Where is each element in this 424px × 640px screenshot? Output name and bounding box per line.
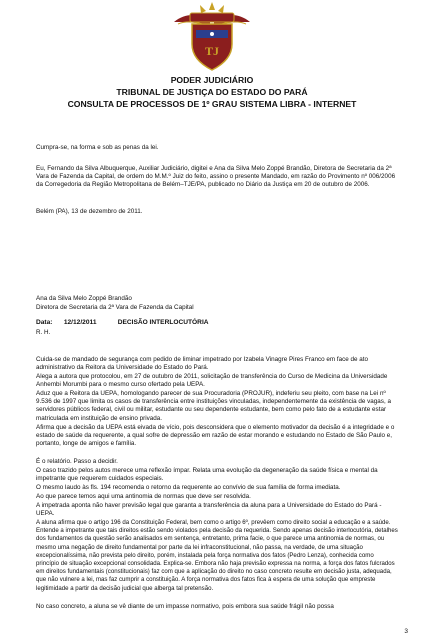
- body-paragraph-6: O caso trazido pelos autos merece uma reflexão ímpar. Relata uma evolução da degeneração da saúde física e mental da impetrante que requerem cuidados especiais.: [36, 467, 378, 483]
- signature-name: Ana da Silva Melo Zoppé Brandão: [36, 295, 132, 302]
- body-paragraph-1: Cuida-se de mandado de segurança com pedido de liminar impetrado por Izabela Vinagre Pires Franco em face de ato administrativo da Reitora da Universidade do Estado do Pará.: [36, 356, 369, 372]
- decision-type: DECISÃO INTERLOCUTÓRIA: [117, 319, 209, 326]
- page-number: 3: [404, 628, 408, 635]
- header-line-3: CONSULTA DE PROCESSOS DE 1º GRAU SISTEMA LIBRA - INTERNET: [67, 99, 357, 109]
- body-paragraph-10: A aluna afirma que o artigo 196 da Constituição Federal, bem como o artigo 6º, prevêem como direito social a educação e a saúde. Entende a impetrante que tais direitos estão sendo violados pela decisão da requerida. Sendo apenas decisão interlocutória, detalhes dos fundamentos da questão serão analisados em sentença, entretanto, prima facie, o que parece uma antinomia de normas, ou mesmo uma negação de direito fundamental por parte da lei infraconstitucional, não passa, na verdade, de uma situação excepcionalíssima, não prevista pelo direito, porém, instalada pela força normativa dos fatos (Pedro Lenza), conhecida como princípio de situação excepcional consolidada. Explica-se. Embora não haja previsão expressa na norma, a força dos fatos fulcrados em direitos fundamentais (constitucionais) faz com que a aplicação do direito no caso concreto resulte em decisão justa, adequada, que não vulnere a lei, mas faz cumprir a constituição. A força normativa dos fatos fica à espera de uma solução que empreste legitimidade a partir da decisão judicial que alberga tal pretensão.: [36, 519, 398, 592]
- coat-of-arms-icon: [170, 0, 254, 72]
- header-line-1: PODER JUDICIÁRIO: [170, 75, 254, 85]
- body-paragraph-5: É o relatório. Passo a decidir.: [36, 458, 118, 465]
- data-label: Data:: [36, 319, 53, 326]
- svg-text:TJ: TJ: [204, 44, 220, 58]
- body-paragraph-8: Ao que parece temos aqui uma antinomia de normas que deve ser resolvida.: [36, 493, 251, 500]
- body-paragraph-2: Alega a autora que protocolou, em 27 de outubro de 2011, solicitação de transferência do Curso de Medicina da Universidade Anhembi Morumbi para o mesmo curso ofertado pela UEPA.: [36, 373, 388, 389]
- body-paragraph-7: O mesmo laudo às fls. 194 recomenda o retorno da requerente ao convívio de sua família de forma imediata.: [36, 484, 341, 491]
- mandado-paragraph: Eu, Fernando da Silva Albuquerque, Auxiliar Judiciário, digitei e Ana da Silva Melo Zoppé Brandão, Diretora de Secretaria da 2ª Vara de Fazenda da Capital, de ordem do M.M.º Juiz do feito, assino o presente Mandado, em razão do Provimento nº 006/2006 da Corregedoria da Região Metropolitana de Belém–TJE/PA, publicado no Diário da Justiça em 20 de outubro de 2006.: [36, 165, 396, 189]
- body-paragraph-11: No caso concreto, a aluna se vê diante de um impasse normativo, pois embora sua saúde frágil não possa: [36, 603, 334, 610]
- body-paragraph-9: A impetrada aponta não haver previsão legal que garanta a transferência da aluna para a Universidade do Estado do Pará - UEPA.: [36, 502, 382, 518]
- header-line-2: TRIBUNAL DE JUSTIÇA DO ESTADO DO PARÁ: [116, 87, 308, 97]
- decision-header: [36, 319, 209, 326]
- rh-line: R. H.: [36, 329, 51, 336]
- body-paragraph-4: Afirma que a decisão da UEPA está eivada de vício, pois desconsidera que o elemento motivador da decisão é a integridade e o estado de saúde da requerente, a qual sofre de depressão em razão de estar morando e estudando no Estado de São Paulo e, portanto, longe de amigos e família.: [36, 424, 395, 448]
- cumpra-se-line: Cumpra-se, na forma e sob as penas da lei.: [36, 144, 159, 151]
- document-header: [0, 74, 424, 110]
- decision-date: 12/12/2011: [63, 319, 97, 326]
- body-paragraph-3: Aduz que a Reitora da UEPA, homologando parecer de sua Procuradoria (PROJUR), indeferiu seu pleito, com base na Lei nº 9.536 de 1997 que limita os casos de transferência entre instituições vinculadas, independentemente da existência de vagas, a servidores públicos federal, civil ou militar, estudante ou seu dependente estudante, bem como pelo fato de a estudante estar matriculada em instituição de ensino privada.: [36, 390, 391, 422]
- place-date: Belém (PA), 13 de dezembro de 2011.: [36, 208, 143, 215]
- signature-role: Diretora de Secretaria da 2ª Vara de Fazenda da Capital: [36, 304, 194, 311]
